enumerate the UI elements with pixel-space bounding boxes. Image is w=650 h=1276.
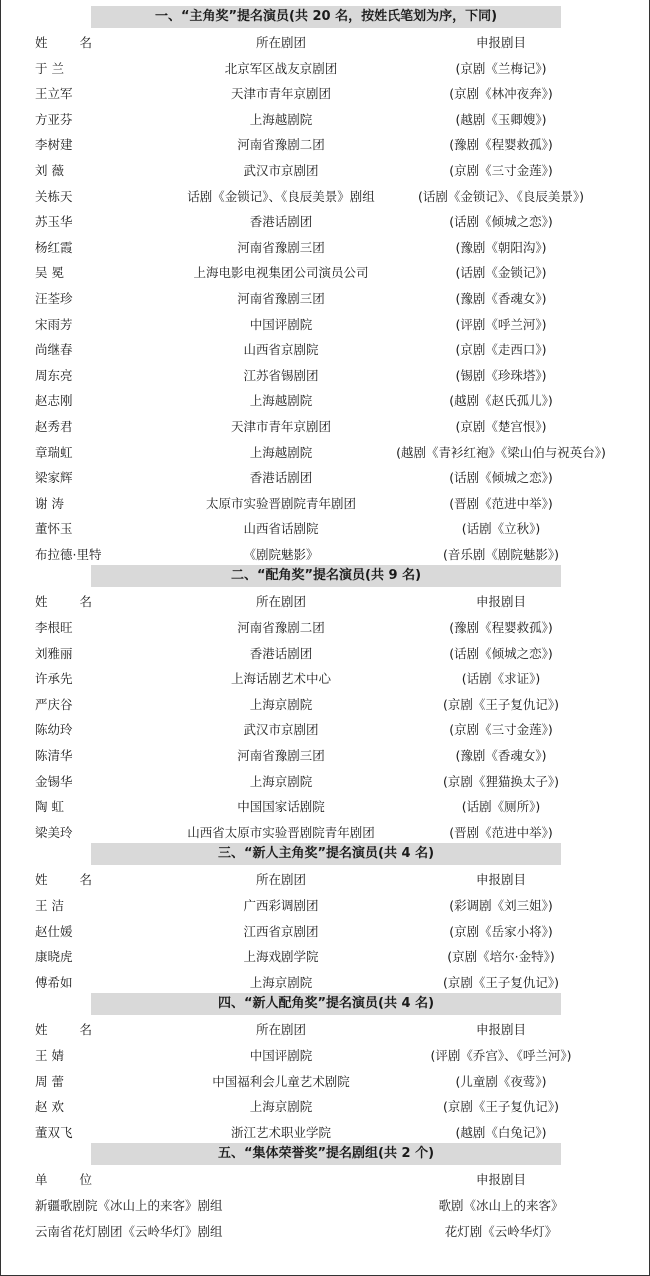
performer-name: 赵仕媛: [35, 923, 73, 939]
play-title: (评剧《呼兰河》): [455, 316, 547, 332]
play-title: (话剧《金锁记》、《良辰美景》): [417, 188, 584, 204]
troupe-name: 江苏省锡剧团: [243, 367, 319, 383]
troupe-name: 山西省太原市实验晋剧院青年剧团: [187, 824, 375, 840]
troupe-name: 上海越剧院: [249, 393, 313, 409]
table-row: [1, 690, 650, 716]
performer-name: 吴 冕: [35, 265, 64, 281]
column-header-row: [1, 28, 650, 54]
performer-name: 刘雅丽: [35, 645, 73, 661]
troupe-name: 河南省豫剧二团: [237, 137, 325, 153]
play-title: (京剧《兰梅记》): [455, 60, 547, 76]
play-title: (豫剧《程婴救孤》): [449, 137, 553, 153]
performer-name: 李根旺: [35, 620, 73, 636]
troupe-name: 河南省豫剧三团: [237, 239, 325, 255]
troupe-name: 天津市青年京剧团: [230, 418, 331, 434]
table-row: [1, 942, 650, 968]
performer-name: 董怀玉: [35, 521, 73, 537]
column-header-row: [1, 587, 650, 613]
troupe-name: 香港话剧团: [249, 470, 313, 486]
play-title: (话剧《倾城之恋》): [449, 645, 553, 661]
play-title: (话剧《厕所》): [461, 799, 541, 815]
performer-name: 赵 欢: [35, 1099, 64, 1115]
table-row: [1, 412, 650, 438]
unit-name: 云南省花灯剧团《云岭华灯》剧组: [35, 1223, 223, 1239]
troupe-name: 上海京剧院: [249, 773, 313, 789]
performer-name: 陈清华: [35, 748, 73, 764]
troupe-name: 山西省话剧院: [243, 521, 319, 537]
troupe-name: 山西省京剧院: [243, 342, 319, 358]
troupe-name: 香港话剧团: [249, 214, 313, 230]
table-row: [1, 767, 650, 793]
table-row: [1, 105, 650, 131]
play-title: (越剧《白兔记》): [455, 1124, 547, 1140]
troupe-name: 上海电影电视集团公司演员公司: [193, 265, 369, 281]
play-title: (京剧《王子复仇记》): [442, 1099, 559, 1115]
table-row: [1, 818, 650, 844]
troupe-name: 中国评剧院: [249, 1047, 313, 1063]
table-row: [1, 514, 650, 540]
troupe-name: 北京军区战友京剧团: [224, 60, 338, 76]
column-header: 申报剧目: [475, 1172, 526, 1188]
table-row: [1, 1041, 650, 1067]
column-header-row: [1, 1165, 650, 1191]
performer-name: 王 洁: [35, 898, 64, 913]
table-row: [1, 664, 650, 690]
troupe-name: 上海戏剧学院: [243, 949, 319, 965]
performer-name: 汪荃珍: [35, 290, 73, 306]
play-title: (晋剧《范进中举》): [449, 495, 553, 511]
table-row: [1, 1092, 650, 1118]
troupe-name: 广西彩调剧团: [243, 898, 319, 913]
performer-name: 于 兰: [35, 60, 64, 76]
column-header-row: [1, 865, 650, 891]
performer-name: 苏玉华: [35, 214, 73, 230]
table-row: [1, 438, 650, 464]
column-header: 申报剧目: [475, 872, 526, 888]
column-header: 申报剧目: [475, 35, 526, 50]
troupe-name: 上海越剧院: [249, 111, 313, 127]
table-row: [1, 741, 650, 767]
table-row: [1, 156, 650, 182]
play-title: (彩调剧《刘三姐》): [449, 898, 553, 913]
column-header: 姓 名: [35, 872, 106, 888]
performer-name: 金锡华: [35, 773, 73, 789]
performer-name: 谢 涛: [35, 495, 64, 511]
performer-name: 关栋天: [35, 188, 73, 204]
performer-name: 赵志刚: [35, 393, 73, 409]
play-title: (话剧《求证》): [461, 671, 541, 687]
column-header: 申报剧目: [475, 1022, 526, 1038]
play-title: (儿童剧《夜莺》): [455, 1073, 547, 1089]
performer-name: 陈幼玲: [35, 722, 73, 738]
performer-name: 杨红霞: [35, 239, 73, 255]
play-title: (豫剧《香魂女》): [455, 290, 547, 306]
table-row: [1, 891, 650, 917]
play-title: (话剧《金锁记》): [455, 265, 547, 281]
table-row: [1, 54, 650, 80]
play-title: (京剧《岳家小将》): [449, 923, 553, 939]
play-title: (评剧《乔宫》、《呼兰河》): [430, 1047, 572, 1063]
table-row: [1, 540, 650, 566]
troupe-name: 江西省京剧团: [243, 923, 319, 939]
troupe-name: 上海话剧艺术中心: [230, 671, 331, 687]
play-title: (京剧《楚宫恨》): [455, 418, 547, 434]
table-row: [1, 207, 650, 233]
play-title: (话剧《倾城之恋》): [449, 470, 553, 486]
play-title: (京剧《培尔·金特》): [447, 949, 555, 965]
column-header: 姓 名: [35, 1022, 106, 1038]
section-title: 五、“集体荣誉奖”提名剧组(共 2 个): [91, 1143, 561, 1165]
troupe-name: 香港话剧团: [249, 645, 313, 661]
troupe-name: 上海越剧院: [249, 444, 313, 460]
performer-name: 梁家辉: [35, 470, 73, 486]
table-row: [1, 917, 650, 943]
performer-name: 赵秀君: [35, 418, 73, 434]
play-title: 歌剧《冰山上的来客》: [438, 1197, 564, 1213]
section-title: 二、“配角奖”提名演员(共 9 名): [91, 565, 561, 587]
table-row: [1, 792, 650, 818]
play-title: (越剧《玉卿嫂》): [455, 111, 547, 127]
table-row: [1, 1067, 650, 1093]
performer-name: 章瑞虹: [35, 444, 73, 460]
column-header: 所在剧团: [255, 35, 306, 50]
table-row: [1, 284, 650, 310]
troupe-name: 《剧院魅影》: [243, 546, 319, 562]
troupe-name: 武汉市京剧团: [243, 722, 319, 738]
troupe-name: 河南省豫剧三团: [237, 748, 325, 764]
play-title: (豫剧《朝阳沟》): [455, 239, 547, 255]
troupe-name: 上海京剧院: [249, 696, 313, 712]
play-title: (京剧《三寸金莲》): [449, 722, 553, 738]
play-title: 花灯剧《云岭华灯》: [444, 1223, 558, 1239]
table-row: [1, 310, 650, 336]
performer-name: 王立军: [35, 86, 73, 102]
performer-name: 严庆谷: [35, 696, 73, 712]
performer-name: 布拉德·里特: [35, 546, 102, 562]
table-row: [1, 233, 650, 259]
performer-name: 刘 薇: [35, 162, 64, 178]
play-title: (豫剧《香魂女》): [455, 748, 547, 764]
table-row: [1, 1118, 650, 1144]
play-title: (越剧《青衫红袍》《梁山伯与祝英台》): [396, 444, 606, 460]
troupe-name: 天津市青年京剧团: [230, 86, 331, 102]
troupe-name: 话剧《金锁记》、《良辰美景》剧组: [187, 188, 375, 204]
column-header: 所在剧团: [255, 1022, 306, 1038]
performer-name: 董双飞: [35, 1124, 73, 1140]
performer-name: 王 婧: [35, 1047, 64, 1063]
table-row: [1, 613, 650, 639]
section-title: 一、“主角奖”提名演员(共 20 名，按姓氏笔划为序，下同): [91, 6, 561, 28]
unit-name: 新疆歌剧院《冰山上的来客》剧组: [35, 1197, 223, 1213]
document-content: [1, 6, 650, 1242]
performer-name: 许承先: [35, 671, 73, 687]
table-row: [1, 489, 650, 515]
section-title: 三、“新人主角奖”提名演员(共 4 名): [91, 843, 561, 865]
play-title: (锡剧《珍珠塔》): [455, 367, 547, 383]
performer-name: 梁美玲: [35, 824, 73, 840]
performer-name: 周东亮: [35, 367, 73, 383]
play-title: (京剧《王子复仇记》): [442, 974, 559, 990]
table-row: [1, 715, 650, 741]
column-header: 姓 名: [35, 35, 106, 50]
table-row: [1, 639, 650, 665]
performer-name: 康晓虎: [35, 949, 73, 965]
performer-name: 李树建: [35, 137, 73, 153]
table-row: [1, 968, 650, 994]
table-row: [1, 182, 650, 208]
column-header: 申报剧目: [475, 594, 526, 610]
troupe-name: 河南省豫剧二团: [237, 620, 325, 636]
column-header: 所在剧团: [255, 594, 306, 610]
column-header: 姓 名: [35, 594, 106, 610]
table-row: [1, 361, 650, 387]
play-title: (话剧《立秋》): [461, 521, 541, 537]
play-title: (京剧《狸猫换太子》): [442, 773, 559, 789]
performer-name: 尚继春: [35, 342, 73, 358]
performer-name: 傅希如: [35, 974, 73, 990]
play-title: (越剧《赵氏孤儿》): [449, 393, 553, 409]
table-row: [1, 463, 650, 489]
table-row: [1, 1191, 650, 1217]
performer-name: 宋雨芳: [35, 316, 73, 332]
performer-name: 陶 虹: [35, 799, 64, 815]
column-header-row: [1, 1015, 650, 1041]
play-title: (豫剧《程婴救孤》): [449, 620, 553, 636]
table-row: [1, 386, 650, 412]
table-row: [1, 79, 650, 105]
section-title: 四、“新人配角奖”提名演员(共 4 名): [91, 993, 561, 1015]
play-title: (音乐剧《剧院魅影》): [442, 546, 559, 562]
troupe-name: 上海京剧院: [249, 974, 313, 990]
table-row: [1, 258, 650, 284]
column-header: 单 位: [35, 1172, 106, 1188]
troupe-name: 武汉市京剧团: [243, 162, 319, 178]
play-title: (京剧《三寸金莲》): [449, 162, 553, 178]
play-title: (晋剧《范进中举》): [449, 824, 553, 840]
troupe-name: 中国国家话剧院: [237, 799, 325, 815]
play-title: (京剧《走西口》): [455, 342, 547, 358]
troupe-name: 浙江艺术职业学院: [230, 1124, 331, 1140]
performer-name: 周 蕾: [35, 1073, 64, 1089]
troupe-name: 中国福利会儿童艺术剧院: [212, 1073, 350, 1089]
table-row: [1, 130, 650, 156]
performer-name: 方亚芬: [35, 111, 73, 127]
table-row: [1, 335, 650, 361]
troupe-name: 太原市实验晋剧院青年剧团: [205, 495, 356, 511]
column-header: 所在剧团: [255, 872, 306, 888]
play-title: (京剧《林冲夜奔》): [449, 86, 553, 102]
troupe-name: 上海京剧院: [249, 1099, 313, 1115]
troupe-name: 河南省豫剧三团: [237, 290, 325, 306]
play-title: (话剧《倾城之恋》): [449, 214, 553, 230]
table-row: [1, 1217, 650, 1243]
play-title: (京剧《王子复仇记》): [442, 696, 559, 712]
troupe-name: 中国评剧院: [249, 316, 313, 332]
